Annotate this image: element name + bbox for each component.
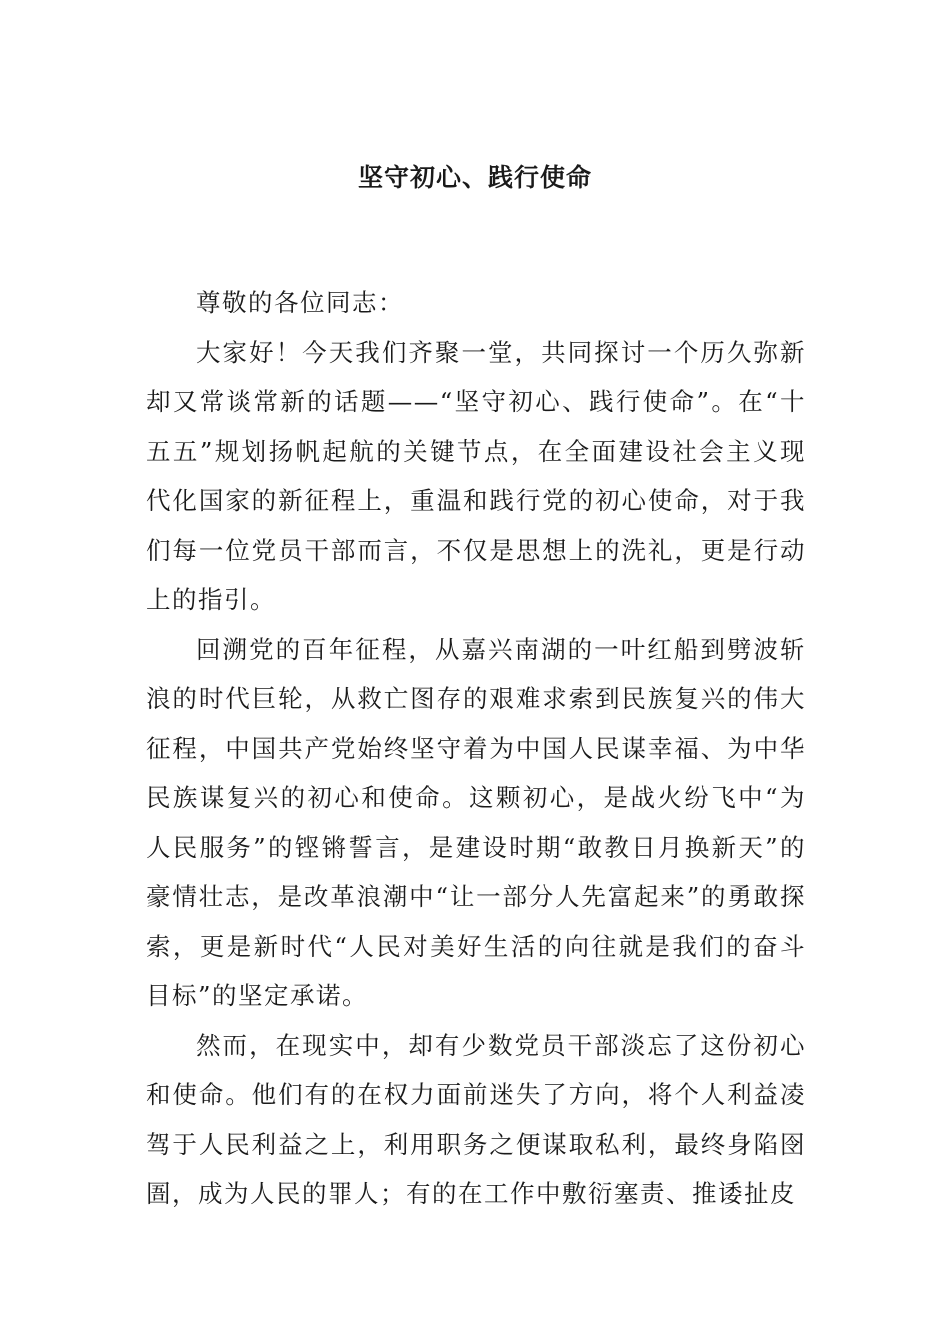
document-title: 坚守初心、践行使命	[357, 163, 592, 192]
body-paragraph: 然而，在现实中，却有少数党员干部淡忘了这份初心和使命。他们有的在权力面前迷失了方向，将个人利益凌驾于人民利益之上，利用职务之便谋取私利，最终身陷囹圄，成为人民的罪人；有的在工作中敷衍塞责、推诿扯皮	[146, 1030, 806, 1208]
document-body	[146, 278, 806, 1219]
body-paragraph: 回溯党的百年征程，从嘉兴南湖的一叶红船到劈波斩浪的时代巨轮，从救亡图存的艰难求索到民族复兴的伟大征程，中国共产党始终坚守着为中国人民谋幸福、为中华民族谋复兴的初心和使命。这颗初心，是战火纷飞中“为人民服务”的铿锵誓言，是建设时期“敢教日月换新天”的豪情壮志，是改革浪潮中“让一部分人先富起来”的勇敢探索，更是新时代“人民对美好生活的向往就是我们的奋斗目标”的坚定承诺。	[146, 634, 806, 1010]
body-paragraph: 大家好！今天我们齐聚一堂，共同探讨一个历久弥新却又常谈常新的话题——“坚守初心、践行使命”。在“十五五”规划扬帆起航的关键节点，在全面建设社会主义现代化国家的新征程上，重温和践行党的初心使命，对于我们每一位党员干部而言，不仅是思想上的洗礼，更是行动上的指引。	[146, 337, 806, 614]
salutation-paragraph: 尊敬的各位同志：	[196, 288, 404, 317]
